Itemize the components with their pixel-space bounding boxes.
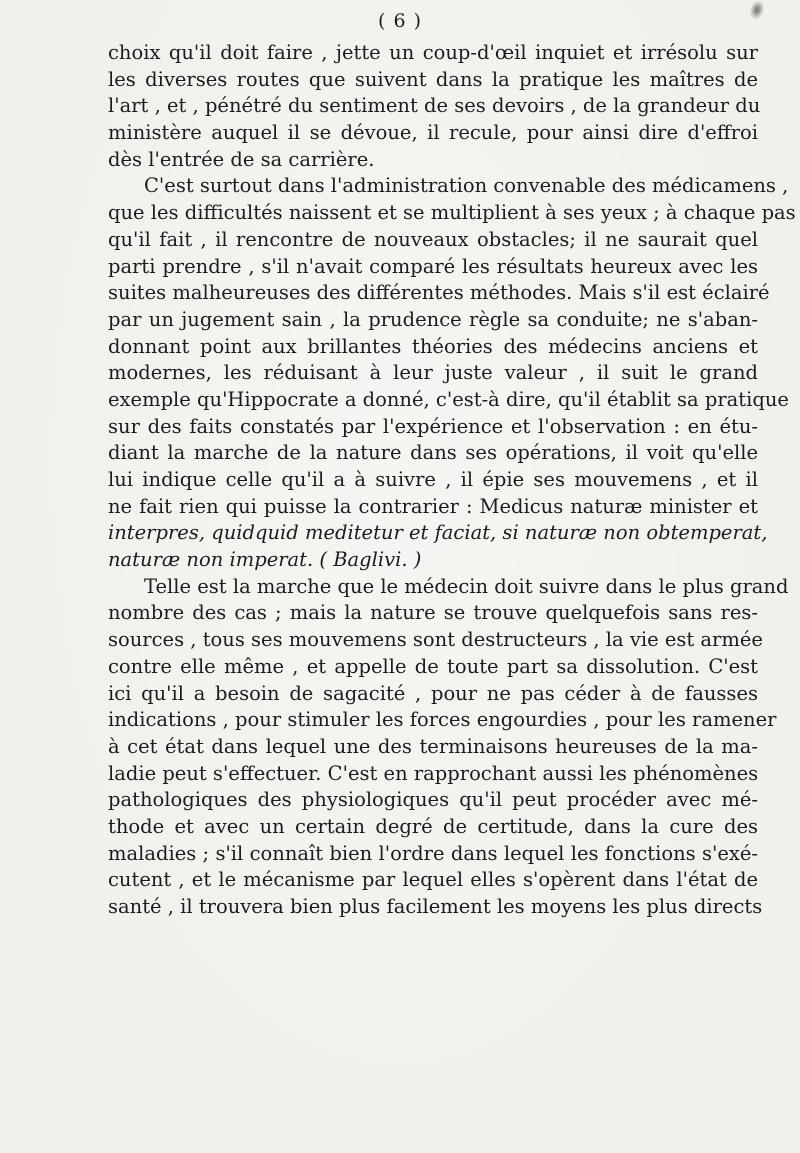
- text-line: exemple qu'Hippocrate a donné, c'est-à dire, qu'il établit sa pratique: [108, 387, 789, 411]
- text-line: lui indique celle qu'il a à suivre , il épie ses mouvemens , et il: [108, 468, 758, 491]
- text-line: contre elle même , et appelle de toute part sa dissolution. C'est: [108, 654, 758, 678]
- text-line: thode et avec un certain degré de certitude, dans la cure des: [108, 814, 758, 838]
- text-line: qu'il fait , il rencontre de nouveaux obstacles; il ne saurait quel: [108, 227, 758, 251]
- text-line: Telle est la marche que le médecin doit suivre dans le plus grand: [144, 574, 789, 598]
- text-line-latin-citation: naturæ non imperat. ( Baglivi. ): [108, 548, 422, 572]
- text-line: maladies ; s'il connaît bien l'ordre dans lequel les fonctions s'exé-: [108, 841, 758, 865]
- text-line: diant la marche de la nature dans ses opérations, il voit qu'elle: [108, 441, 758, 465]
- text-line: santé , il trouvera bien plus facilement les moyens les plus directs: [108, 895, 763, 918]
- text-line: dès l'entrée de sa carrière.: [108, 147, 375, 171]
- text-line: parti prendre , s'il n'avait comparé les résultats heureux avec les: [108, 254, 758, 278]
- text-line: cutent , et le mécanisme par lequel elles s'opèrent dans l'état de: [108, 868, 758, 892]
- text-line: sur des faits constatés par l'expérience et l'observation : en étu-: [108, 414, 758, 438]
- text-line: ici qu'il a besoin de sagacité , pour ne pas céder à de fausses: [108, 681, 758, 705]
- body-text: [108, 40, 796, 921]
- text-line: ministère auquel il se dévoue, il recule, pour ainsi dire d'effroi: [108, 121, 758, 145]
- text-line: pathologiques des physiologiques qu'il peut procéder avec mé-: [108, 788, 758, 812]
- text-line: donnant point aux brillantes théories des médecins anciens et: [108, 334, 758, 358]
- text-line: ne fait rien qui puisse la contrarier : Medicus naturæ minister et: [108, 494, 758, 518]
- text-line-latin-quote: interpres, quidquid meditetur et faciat, si naturæ non obtemperat,: [108, 521, 768, 545]
- text-line: l'art , et , pénétré du sentiment de ses devoirs , de la grandeur du: [108, 94, 761, 118]
- text-line: nombre des cas ; mais la nature se trouve quelquefois sans res-: [108, 601, 758, 625]
- text-line: C'est surtout dans l'administration convenable des médicamens ,: [144, 174, 789, 198]
- text-line: par un jugement sain , la prudence règle sa conduite; ne s'aban-: [108, 307, 758, 331]
- text-line: choix qu'il doit faire , jette un coup-d'œil inquiet et irrésolu sur: [108, 41, 758, 64]
- text-line: indications , pour stimuler les forces engourdies , pour les ramener: [108, 708, 777, 732]
- text-line: sources , tous ses mouvemens sont destructeurs , la vie est armée: [108, 628, 763, 652]
- text-line: à cet état dans lequel une des terminaisons heureuses de la ma-: [108, 734, 758, 758]
- text-line: que les difficultés naissent et se multiplient à ses yeux ; à chaque pas: [108, 201, 796, 225]
- text-line: suites malheureuses des différentes méthodes. Mais s'il est éclairé: [108, 281, 770, 305]
- text-line: les diverses routes que suivent dans la pratique les maîtres de: [108, 67, 758, 91]
- page-number: ( 6 ): [378, 10, 422, 32]
- text-line: modernes, les réduisant à leur juste valeur , il suit le grand: [108, 361, 758, 385]
- text-line: ladie peut s'effectuer. C'est en rapprochant aussi les phénomènes: [108, 761, 759, 785]
